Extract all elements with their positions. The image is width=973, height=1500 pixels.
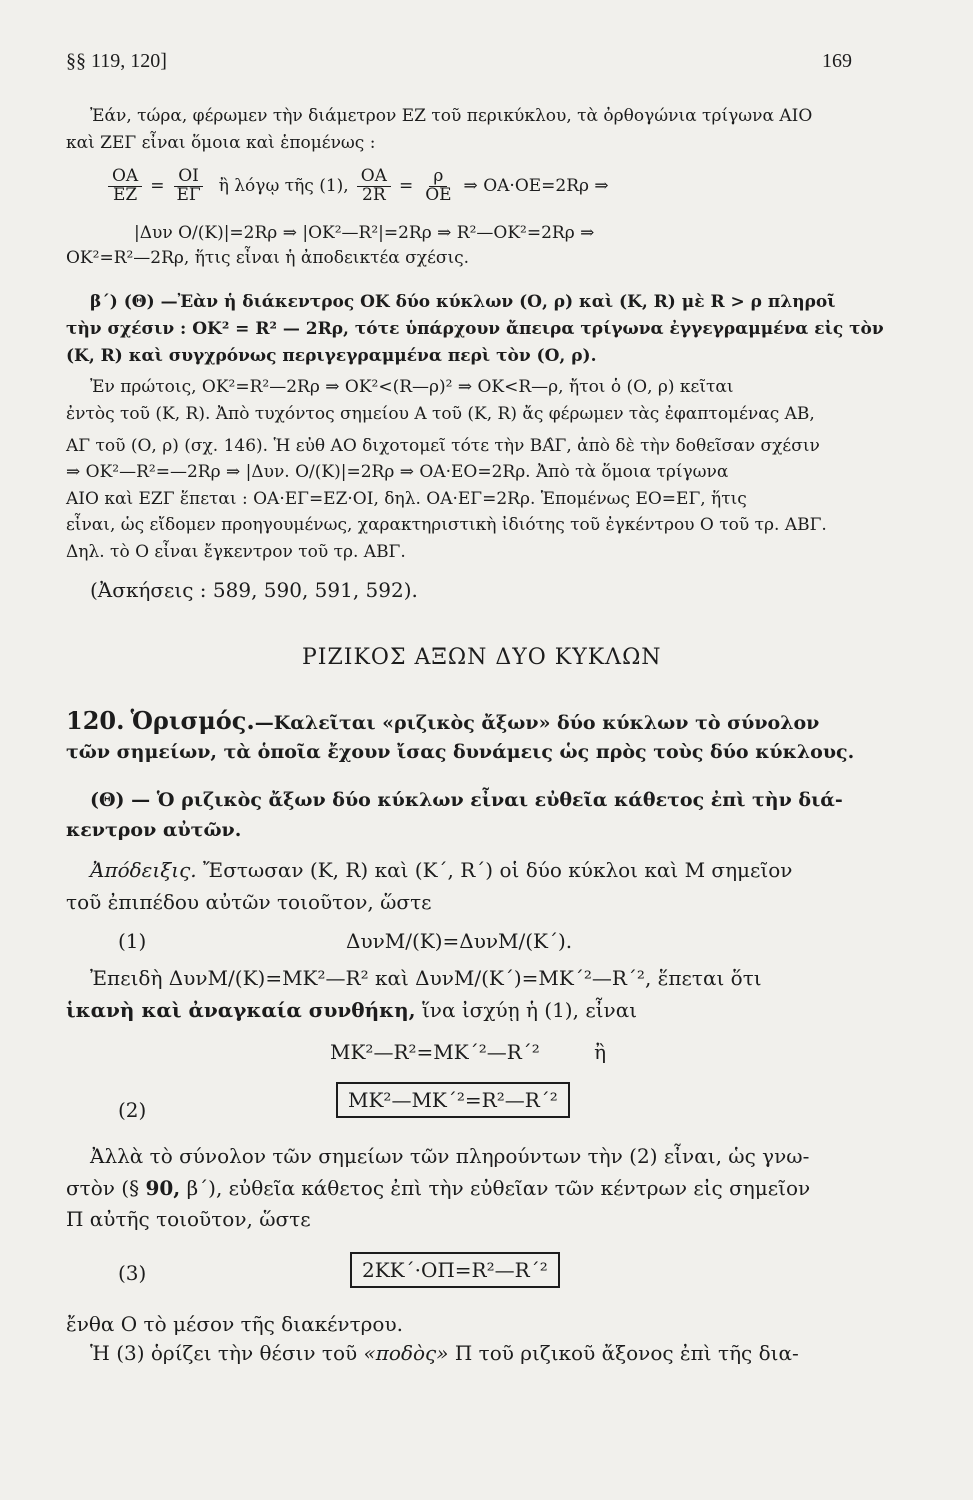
proof-label: Ἀπόδειξις. xyxy=(90,858,197,882)
proof-line-4-bold: ἱκανὴ καὶ ἀναγκαία συνθήκη, xyxy=(66,998,416,1022)
proof-line-4 xyxy=(66,998,637,1022)
theorem-line-2: κεντρον αὐτῶν. xyxy=(66,819,242,841)
definition-number: 120. xyxy=(66,706,125,735)
theorem-beta-line-2: τὴν σχέσιν : ΟΚ² = R² — 2Rρ, τότε ὑπάρχουν ἄπειρα τρίγωνα ἐγγεγραμμένα εἰς τὸν xyxy=(66,319,884,339)
theorem-line-1: (Θ) — Ὁ ριζικὸς ἄξων δύο κύκλων εἶναι εὐθεῖα κάθετος ἐπὶ τὴν διά- xyxy=(90,789,843,811)
equation-1-label: (1) xyxy=(118,929,147,953)
fraction-oa-ez: $\frac{OA}{EZ}$ xyxy=(108,168,142,205)
definition-120-line-2: τῶν σημείων, τὰ ὁποῖα ἔχουν ἴσας δυνάμεις ὡς πρὸς τοὺς δύο κύκλους. xyxy=(66,741,855,763)
proof-line-5: Ἀλλὰ τὸ σύνολον τῶν σημείων τῶν πληρούντων τὴν (2) εἶναι, ὡς γνω- xyxy=(90,1144,810,1168)
definition-120-line-1 xyxy=(66,706,819,735)
theorem-beta-line-1: β΄) (Θ) —Ἐὰν ἡ διάκεντρος ΟΚ δύο κύκλων (Ο, ρ) καὶ (Κ, R) μὲ R > ρ πληροῖ xyxy=(90,292,836,312)
proof-line-2: τοῦ ἐπιπέδου αὐτῶν τοιοῦτον, ὥστε xyxy=(66,890,432,914)
equation-1: ΔυνΜ/(Κ)=ΔυνΜ/(Κ΄). xyxy=(346,929,573,953)
proof-beta-line-2: ἐντὸς τοῦ (Κ, R). Ἀπὸ τυχόντος σημείου Α τοῦ (Κ, R) ἄς φέρωμεν τὰς ἐφαπτομένας ΑΒ, xyxy=(66,404,815,424)
equation-2-label: (2) xyxy=(118,1098,147,1122)
equation-2-boxed: ΜΚ²—ΜΚ΄²=R²—R΄² xyxy=(336,1082,570,1118)
proof-beta-line-1: Ἐν πρώτοις, ΟΚ²=R²—2Rρ ⇒ ΟΚ²<(R—ρ)² ⇒ ΟΚ<R—ρ, ἤτοι ὁ (Ο, ρ) κεῖται xyxy=(90,377,734,397)
proof-line-3: Ἐπειδὴ ΔυνΜ/(Κ)=ΜΚ²—R² καὶ ΔυνΜ/(Κ΄)=ΜΚ΄²—R΄², ἕπεται ὅτι xyxy=(90,966,762,990)
proof-line-7: Π αὐτῆς τοιοῦτον, ὥστε xyxy=(66,1207,311,1231)
equation-intermediate: ΜΚ²—R²=ΜΚ΄²—R΄² ἢ xyxy=(330,1040,607,1064)
proof-beta-line-6: εἶναι, ὡς εἴδομεν προηγουμένως, χαρακτηριστικὴ ἰδιότης τοῦ ἐγκέντρου Ο τοῦ τρ. ΑΒΓ. xyxy=(66,515,827,535)
proof-line-9: Ἡ (3) ὁρίζει τὴν θέσιν τοῦ «ποδὸς» Π τοῦ ριζικοῦ ἄξονος ἐπὶ τῆς δια- xyxy=(90,1341,799,1365)
proof-beta-line-4: ⇒ ΟΚ²—R²=—2Rρ ⇒ |Δυν. Ο/(Κ)|=2Rρ ⇒ ΟΑ·ΕΟ=2Rρ. Ἀπὸ τὰ ὅμοια τρίγωνα xyxy=(66,462,729,482)
definition-term: Ὁρισμός. xyxy=(130,706,255,735)
proof-beta-line-5: ΑΙΟ καὶ ΕΖΓ ἕπεται : ΟΑ·ΕΓ=ΕΖ·ΟΙ, δηλ. ΟΑ·ΕΓ=2Rρ. Ἑπομένως ΕΟ=ΕΓ, ἥτις xyxy=(66,489,747,509)
section-title: ΡΙΖΙΚΟΣ ΑΞΩΝ ΔΥΟ ΚΥΚΛΩΝ xyxy=(302,645,662,670)
proof-beta-line-7: Δηλ. τὸ Ο εἶναι ἔγκεντρον τοῦ τρ. ΑΒΓ. xyxy=(66,542,406,562)
proof-line-4-text: ἵνα ἰσχύῃ ἡ (1), εἶναι xyxy=(421,998,638,1022)
equation-3-label: (3) xyxy=(118,1261,147,1285)
proof-line-8: ἔνθα Ο τὸ μέσον τῆς διακέντρου. xyxy=(66,1312,403,1336)
fraction-oa-2r: $\frac{OA}{2R}$ xyxy=(357,168,391,205)
proof-line-1-text: Ἔστωσαν (Κ, R) καὶ (Κ΄, R΄) οἱ δύο κύκλοι καὶ Μ σημεῖον xyxy=(203,858,793,882)
fraction-equation: $\frac{OA}{EZ}$ = $\frac{OI}{E\Gamma}$ ἢ λόγῳ τῆς (1), $\frac{OA}{2R}$ = $\frac{\rho}{OE}$ ⇒ ΟΑ·ΟΕ=2Rρ ⇒ xyxy=(108,168,609,205)
equation-3-boxed: 2ΚΚ΄·ΟΠ=R²—R΄² xyxy=(350,1252,560,1288)
definition-text: —Καλεῖται «ριζικὸς ἄξων» δύο κύκλων τὸ σύνολον xyxy=(254,712,820,734)
proof-beta-line-3: ΑΓ τοῦ (Ο, ρ) (σχ. 146). Ἡ εὐθ ΑΟ διχοτομεῖ τότε τὴν ΒΑ̂Γ, ἀπὸ δὲ τὴν δοθεῖσαν σχέσιν xyxy=(66,436,820,456)
fraction-rho-oe: $\frac{\rho}{OE}$ xyxy=(425,166,452,205)
fraction-oi-eg: $\frac{OI}{E\Gamma}$ xyxy=(172,168,204,205)
section-reference: §§ 119, 120] xyxy=(66,50,167,72)
page-number: 169 xyxy=(822,50,852,72)
exercises-reference: (Ἀσκήσεις : 589, 590, 591, 592). xyxy=(90,578,418,602)
proof-line-1 xyxy=(90,858,792,882)
proof-line-6: στὸν (§ 90, β΄), εὐθεῖα κάθετος ἐπὶ τὴν εὐθεῖαν τῶν κέντρων εἰς σημεῖον xyxy=(66,1176,811,1200)
theorem-beta-line-3: (Κ, R) καὶ συγχρόνως περιγεγραμμένα περὶ τὸν (Ο, ρ). xyxy=(66,346,597,366)
equation-chain-line-1: |Δυν Ο/(Κ)|=2Rρ ⇒ |ΟΚ²—R²|=2Rρ ⇒ R²—ΟΚ²=2Rρ ⇒ xyxy=(134,223,595,243)
paragraph-1-line-2: καὶ ΖΕΓ εἶναι ὅμοια καὶ ἑπομένως : xyxy=(66,133,376,153)
paragraph-1-line-1: Ἐάν, τώρα, φέρωμεν τὴν διάμετρον ΕΖ τοῦ περικύκλου, τὰ ὀρθογώνια τρίγωνα ΑΙΟ xyxy=(90,106,813,126)
equation-chain-line-2: ΟΚ²=R²—2Rρ, ἥτις εἶναι ἡ ἀποδεικτέα σχέσις. xyxy=(66,248,470,268)
